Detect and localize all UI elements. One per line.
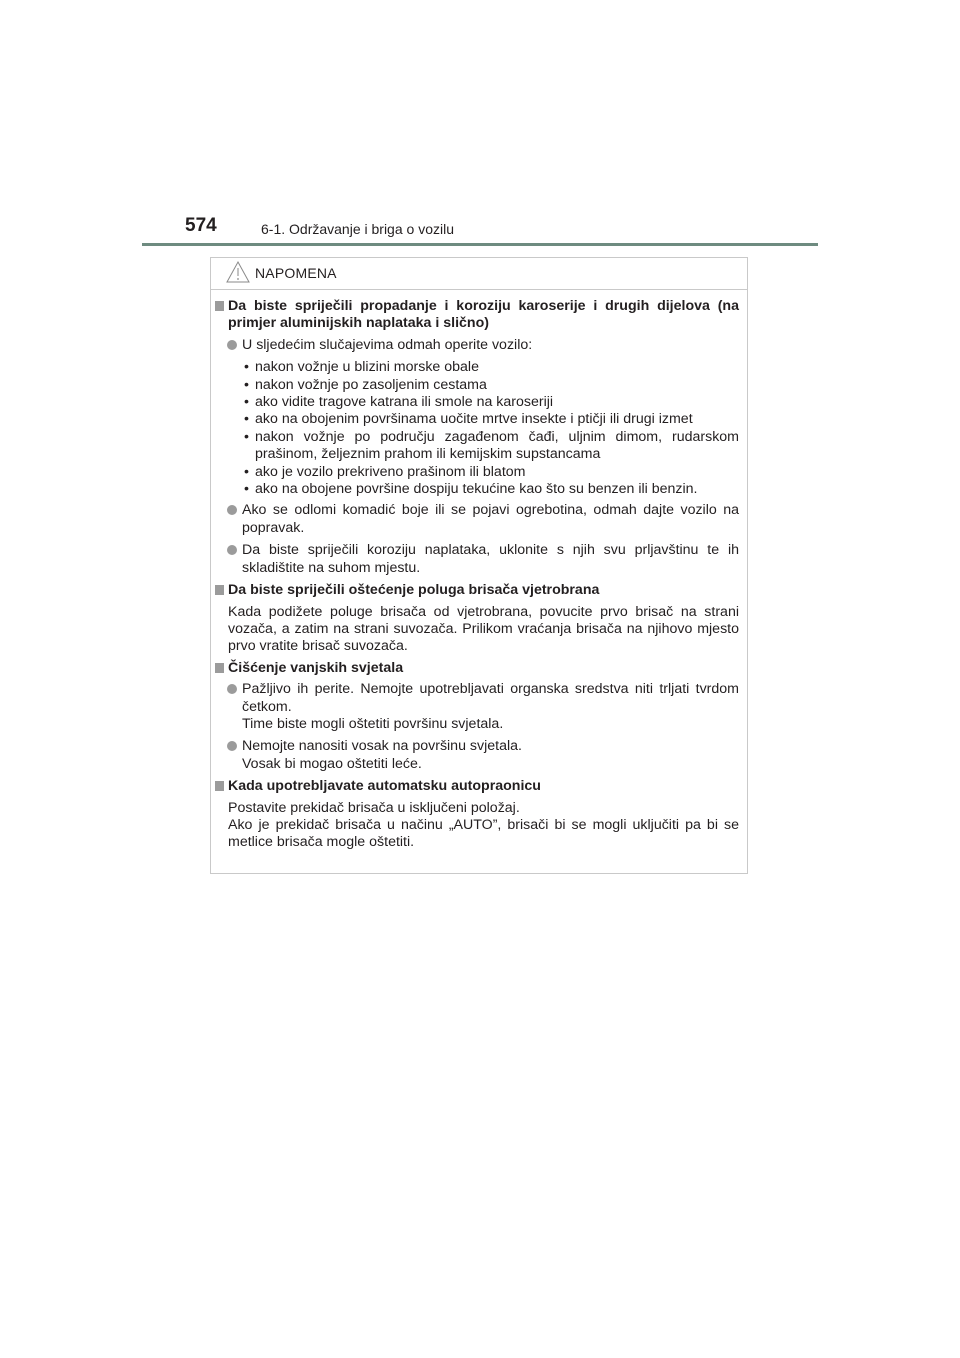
bullet-item: • nakon vožnje po zasoljenim cestama	[244, 376, 487, 393]
item-text: U sljedećim slučajevima odmah operite vozilo:	[242, 336, 533, 353]
header-rule	[142, 243, 818, 246]
bullet-item: • ako vidite tragove katrana ili smole na karoseriji	[244, 394, 554, 411]
heading-text: Čišćenje vanjskih svjetala	[228, 659, 404, 676]
notice-label: NAPOMENA	[255, 265, 337, 281]
bullet-text: ako je vozilo prekriveno prašinom ili blatom	[255, 463, 526, 480]
circle-item	[211, 542, 747, 577]
notice-header	[211, 258, 747, 290]
heading-text: Da biste spriječili propadanje i koroziju karoserije i drugih dijelova (na primjer aluminijskih naplataka i slično)	[228, 298, 739, 332]
notice-content	[211, 298, 747, 856]
square-bullet-icon	[215, 781, 224, 791]
circle-bullet-icon	[227, 505, 237, 515]
item-text-continued: Vosak bi mogao oštetiti leće.	[242, 755, 422, 772]
circle-bullet-icon	[227, 340, 237, 350]
heading-text: Da biste spriječili oštećenje poluga brisača vjetrobrana	[228, 582, 600, 599]
section-heading	[211, 778, 747, 795]
bullet-text: nakon vožnje po zasoljenim cestama	[255, 376, 487, 393]
section-title: 6-1. Održavanje i briga o vozilu	[261, 221, 454, 237]
section-heading	[211, 298, 747, 333]
circle-bullet-icon	[227, 545, 237, 555]
page-number: 574	[185, 215, 217, 236]
heading-text: Kada upotrebljavate automatsku autopraonicu	[228, 778, 541, 795]
circle-bullet-icon	[227, 684, 237, 694]
bullet-text: nakon vožnje u blizini morske obale	[255, 359, 479, 376]
bullet-text: ako na obojenim površinama uočite mrtve insekte i ptičji ili drugi izmet	[255, 411, 693, 428]
section-heading	[211, 660, 747, 677]
bullet-item: • ako na obojene površine dospiju tekućine kao što su benzen ili benzin.	[244, 481, 698, 498]
item-text: Ako se odlomi komadić boje ili se pojavi ogrebotina, odmah dajte vozilo na popravak.	[242, 502, 739, 536]
paragraph	[211, 800, 747, 852]
bullet-item: • ako je vozilo prekriveno prašinom ili blatom	[244, 463, 526, 480]
notice-box	[210, 257, 748, 874]
paragraph: Kada podižete poluge brisača od vjetrobrana, povucite prvo brisač na strani vozača, a zatim na strani suvozača. Prilikom vraćanja brisača na njihovo mjesto prvo vratite brisač suvozača.	[228, 603, 739, 655]
bullet-text: nakon vožnje po području zagađenom čađi, uljnim dimom, rudarskom prašinom, željeznim prahom ili kemijskim supstancama	[255, 428, 739, 463]
paragraph-line: Ako je prekidač brisača u načinu „AUTO”, brisači bi se mogli uključiti pa bi se metlice brisača mogle oštetiti.	[228, 816, 739, 851]
section-heading	[211, 582, 747, 599]
bullet-item: • ako na obojenim površinama uočite mrtve insekte i ptičji ili drugi izmet	[244, 411, 693, 428]
item-text-continued: Time biste mogli oštetiti površinu svjetala.	[242, 715, 504, 732]
square-bullet-icon	[215, 585, 224, 595]
square-bullet-icon	[215, 663, 224, 673]
item-text: Da biste spriječili koroziju naplataka, uklonite s njih svu prljavštinu te ih skladištite na suhom mjestu.	[242, 542, 739, 576]
bullet-text: ako na obojene površine dospiju tekućine kao što su benzen ili benzin.	[255, 481, 698, 498]
paragraph-line: Postavite prekidač brisača u isključeni položaj.	[228, 799, 520, 816]
circle-item	[211, 738, 747, 773]
bullet-item: • nakon vožnje u blizini morske obale	[244, 359, 479, 376]
circle-item	[211, 502, 747, 537]
circle-item	[211, 337, 747, 354]
bullet-item: • nakon vožnje po području zagađenom čađi, uljnim dimom, rudarskom prašinom, željeznim prahom ili kemijskim supstancama	[244, 428, 739, 463]
warning-triangle-icon	[225, 260, 251, 284]
square-bullet-icon	[215, 301, 224, 311]
circle-item	[211, 681, 747, 733]
item-text: Pažljivo ih perite. Nemojte upotrebljavati organska sredstva niti trljati tvrdom četkom.	[242, 681, 739, 715]
bullet-list	[211, 359, 747, 498]
circle-bullet-icon	[227, 741, 237, 751]
item-text: Nemojte nanositi vosak na površinu svjetala.	[242, 738, 522, 755]
bullet-text: ako vidite tragove katrana ili smole na karoseriji	[255, 394, 554, 411]
